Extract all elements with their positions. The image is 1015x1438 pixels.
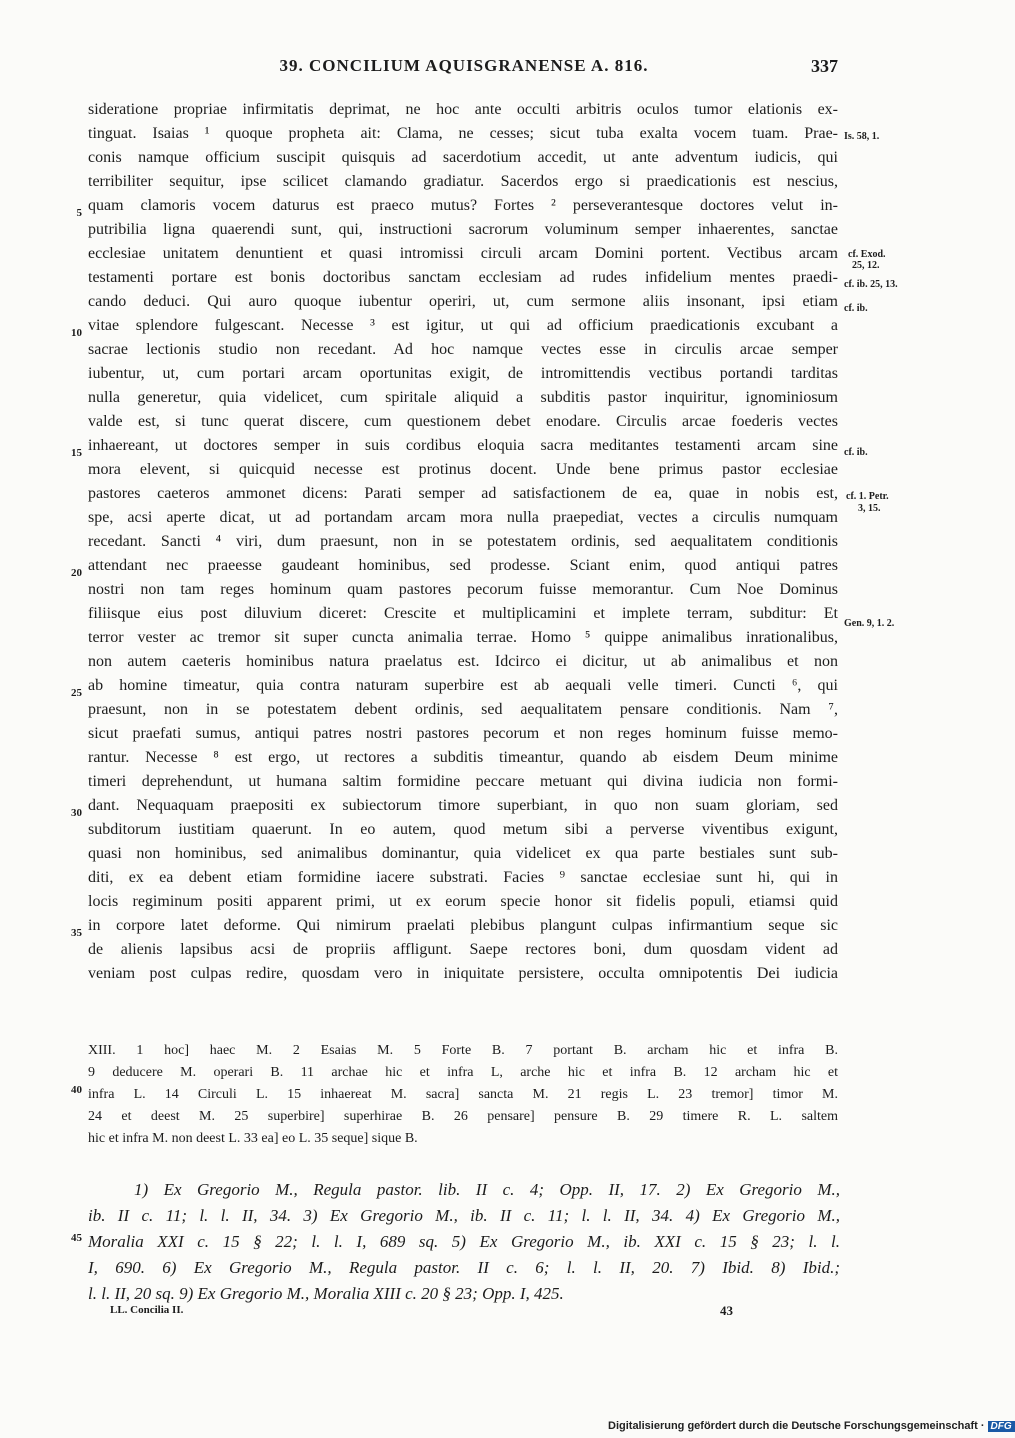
text-line: dant. Nequaquam praepositi ex subiectorum timore superbiant, in quo non suam gloriam, sed <box>88 797 838 814</box>
text-line: nostri non tam reges hominum quam pastores pecorum fuisse memorantur. Cum Noe Dominus <box>88 581 838 598</box>
text-line: quam clamoris vocem daturus est praeco mutus? Fortes ² perseverantesque doctores velut in- <box>88 197 838 214</box>
text-line: terror vester ac tremor sit super cuncta animalia terrae. Homo ⁵ quippe animalibus inrationalibus, <box>88 629 838 646</box>
sheet-number: 43 <box>720 1303 733 1318</box>
signature-mark: LL. Concilia II. <box>110 1304 184 1316</box>
text-line: in corpore latet deforme. Qui nimirum praelati plebibus plangunt culpas infirmantium seque sic <box>88 917 838 934</box>
line-number: 15 <box>71 447 82 459</box>
apparatus-line: hic et infra M. non deest L. 33 ea] eo L. 35 seque] sique B. <box>88 1131 418 1146</box>
text-line: ecclesiae unitatem denuntient et quasi intromissi circuli arcam Domini portent. Vectibus arcam <box>88 245 838 262</box>
apparatus-line: XIII. 1 hoc] haec M. 2 Esaias M. 5 Forte B. 7 portant B. archam hic et infra B. <box>88 1043 838 1058</box>
footnote-line: 1) Ex Gregorio M., Regula pastor. lib. II c. 4; Opp. II, 17. 2) Ex Gregorio M., <box>134 1180 840 1199</box>
footnote-line: ib. II c. 11; l. l. II, 34. 3) Ex Gregorio M., ib. II c. 11; l. l. II, 34. 4) Ex Gregorio M., <box>88 1206 840 1225</box>
text-line: diti, ex ea debent etiam formidine iacere substrati. Facies ⁹ sanctae ecclesiae sunt hi, qui in <box>88 869 838 886</box>
text-line: veniam post culpas redire, quosdam vero in iniquitate persistere, occulta omnipotentis Dei iudicia <box>88 965 838 982</box>
digitization-credit <box>608 1420 1015 1432</box>
margin-reference: cf. ib. <box>844 447 868 458</box>
margin-reference: cf. ib. 25, 13. <box>844 279 898 290</box>
text-line: spe, acsi aperte dicat, ut ad portandam arcam mora nulla praepediat, vectes a circulis numquam <box>88 509 838 526</box>
text-line: recedant. Sancti ⁴ viri, dum praesunt, non in se potestatem ordinis, sed aequalitatem conditionis <box>88 533 838 550</box>
text-line: praesunt, non in se potestatem debent ordinis, sed aequalitatem pensare conditionis. Nam ⁷, <box>88 701 838 718</box>
text-line: sideratione propriae infirmitatis deprimat, ne hoc ante occulti arbitris oculos tumor elationis ex- <box>88 101 838 118</box>
text-line: non autem caeteris hominibus natura praelatus est. Idcirco ei dicitur, ut ab animalibus et non <box>88 653 838 670</box>
page-number: 337 <box>811 56 838 76</box>
text-line: ab homine timeatur, quia contra naturam superbire est ab aequali velle timeri. Cuncti ⁶, qui <box>88 677 838 694</box>
margin-reference: cf. 1. Petr. <box>846 491 889 502</box>
margin-reference: 3, 15. <box>858 503 881 514</box>
text-line: nulla generetur, quia videlicet, cum spiritale aliquid a subditis pastor inquiritur, ignominiosum <box>88 389 838 406</box>
text-line: sacrae lectionis studio non recedant. Ad hoc namque vectes esse in circulis arcae semper <box>88 341 838 358</box>
footnote-line: Moralia XXI c. 15 § 22; l. l. I, 689 sq. 5) Ex Gregorio M., ib. XXI c. 15 § 23; l. l. <box>88 1232 840 1251</box>
footnote-line: l. l. II, 20 sq. 9) Ex Gregorio M., Moralia XIII c. 20 § 23; Opp. I, 425. <box>88 1284 564 1303</box>
apparatus-line: infra L. 14 Circuli L. 15 inhaereat M. sacra] sancta M. 21 regis L. 23 tremor] timor M. <box>88 1087 838 1102</box>
margin-reference: cf. ib. <box>844 303 868 314</box>
dfg-logo: DFG <box>988 1421 1015 1432</box>
margin-reference: Gen. 9, 1. 2. <box>844 618 895 629</box>
apparatus-line: 24 et deest M. 25 superbire] superhirae B. 26 pensare] pensure B. 29 timere R. L. saltem <box>88 1109 838 1124</box>
text-line: quasi non hominibus, sed animalibus dominantur, quia videlicet ex qua parte bestiales sunt sub- <box>88 845 838 862</box>
text-line: rantur. Necesse ⁸ est ergo, ut rectores a subditis timeantur, quando ab eisdem Deum minime <box>88 749 838 766</box>
margin-reference: cf. Exod. <box>848 249 886 260</box>
text-line: conis namque officium suscipit quisquis ad sacerdotium accedit, ut ante adventum iudicis, qui <box>88 149 838 166</box>
line-number: 35 <box>71 927 82 939</box>
text-line: cando deduci. Qui auro quoque iubentur operiri, ut, cum sermone aliis insonant, ipsi etiam <box>88 293 838 310</box>
text-line: testamenti portare est bonis doctoribus sanctam ecclesiam ad rudes infidelium mentes praedi- <box>88 269 838 286</box>
running-header <box>88 56 840 82</box>
text-line: de alienis lapsibus acsi de propriis affligunt. Saepe rectores boni, dum quosdam vident ad <box>88 941 838 958</box>
text-line: terribiliter sequitur, ipse scilicet clamando gradiatur. Sacerdos ergo si praedicationis est nescius, <box>88 173 838 190</box>
text-line: filiisque eius post diluvium diceret: Crescite et multiplicamini et implete terram, subditur: Et <box>88 605 838 622</box>
text-line: attendant nec praeesse gaudeant hominibus, sed prodesse. Sciant enim, quod antiqui patres <box>88 557 838 574</box>
margin-reference: Is. 58, 1. <box>844 131 880 142</box>
text-line: iubentur, ut, cum portari arcam oportunitas exigit, de intromittendis vectibus portandi tarditas <box>88 365 838 382</box>
running-title: 39. CONCILIUM AQUISGRANENSE A. 816. <box>279 56 649 75</box>
text-line: inhaereant, ut doctores semper in suis cordibus eloquia sacra meditantes testamenti arcam sine <box>88 437 838 454</box>
line-number: 5 <box>76 207 82 219</box>
text-line: putribilia ligna quaerendi sunt, qui, instructioni sacrorum voluminum semper inhaerentes, sanctae <box>88 221 838 238</box>
line-number: 45 <box>71 1232 82 1244</box>
line-number: 20 <box>71 567 82 579</box>
text-line: locis regiminum positi apparent primi, ut ex eorum specie honor sit fidelis populi, etiamsi quid <box>88 893 838 910</box>
text-line: timeri deprehendunt, ut humana saltim formidine peccare metuant qui divina iudicia non formi- <box>88 773 838 790</box>
margin-reference: 25, 12. <box>852 260 880 271</box>
line-number: 10 <box>71 327 82 339</box>
text-line: subditorum iustitiam quaerunt. In eo autem, quod metum sibi a perverse viventibus exigunt, <box>88 821 838 838</box>
line-number: 40 <box>71 1084 82 1096</box>
text-line: pastores caeteros ammonet dicens: Parati semper ad satisfactionem de ea, quae in nobis est, <box>88 485 838 502</box>
apparatus-line: 9 deducere M. operari B. 11 archae hic et infra L, arche hic et infra B. 12 archam hic et <box>88 1065 838 1080</box>
line-number: 25 <box>71 687 82 699</box>
text-line: sicut praefati sumus, antiqui patres nostri pastores pecorum et non reges hominum fuisse memo- <box>88 725 838 742</box>
text-line: vitae splendore fulgescant. Necesse ³ est igitur, ut qui ad officium praedicationis excubant a <box>88 317 838 334</box>
credit-text: Digitalisierung gefördert durch die Deutsche Forschungsgemeinschaft · <box>608 1420 985 1432</box>
footnote-line: I, 690. 6) Ex Gregorio M., Regula pastor. II c. 6; l. l. II, 20. 7) Ibid. 8) Ibid.; <box>88 1258 840 1277</box>
text-line: tinguat. Isaias ¹ quoque propheta ait: Clama, ne cesses; sicut tuba exalta vocem tuam. Prae- <box>88 125 838 142</box>
text-line: valde est, si tunc querat discere, cum questionem debet enodare. Circulis arcae foederis vectes <box>88 413 838 430</box>
text-line: mora elevent, si quicquid necesse est protinus docent. Unde bene primus pastor ecclesiae <box>88 461 838 478</box>
line-number: 30 <box>71 807 82 819</box>
